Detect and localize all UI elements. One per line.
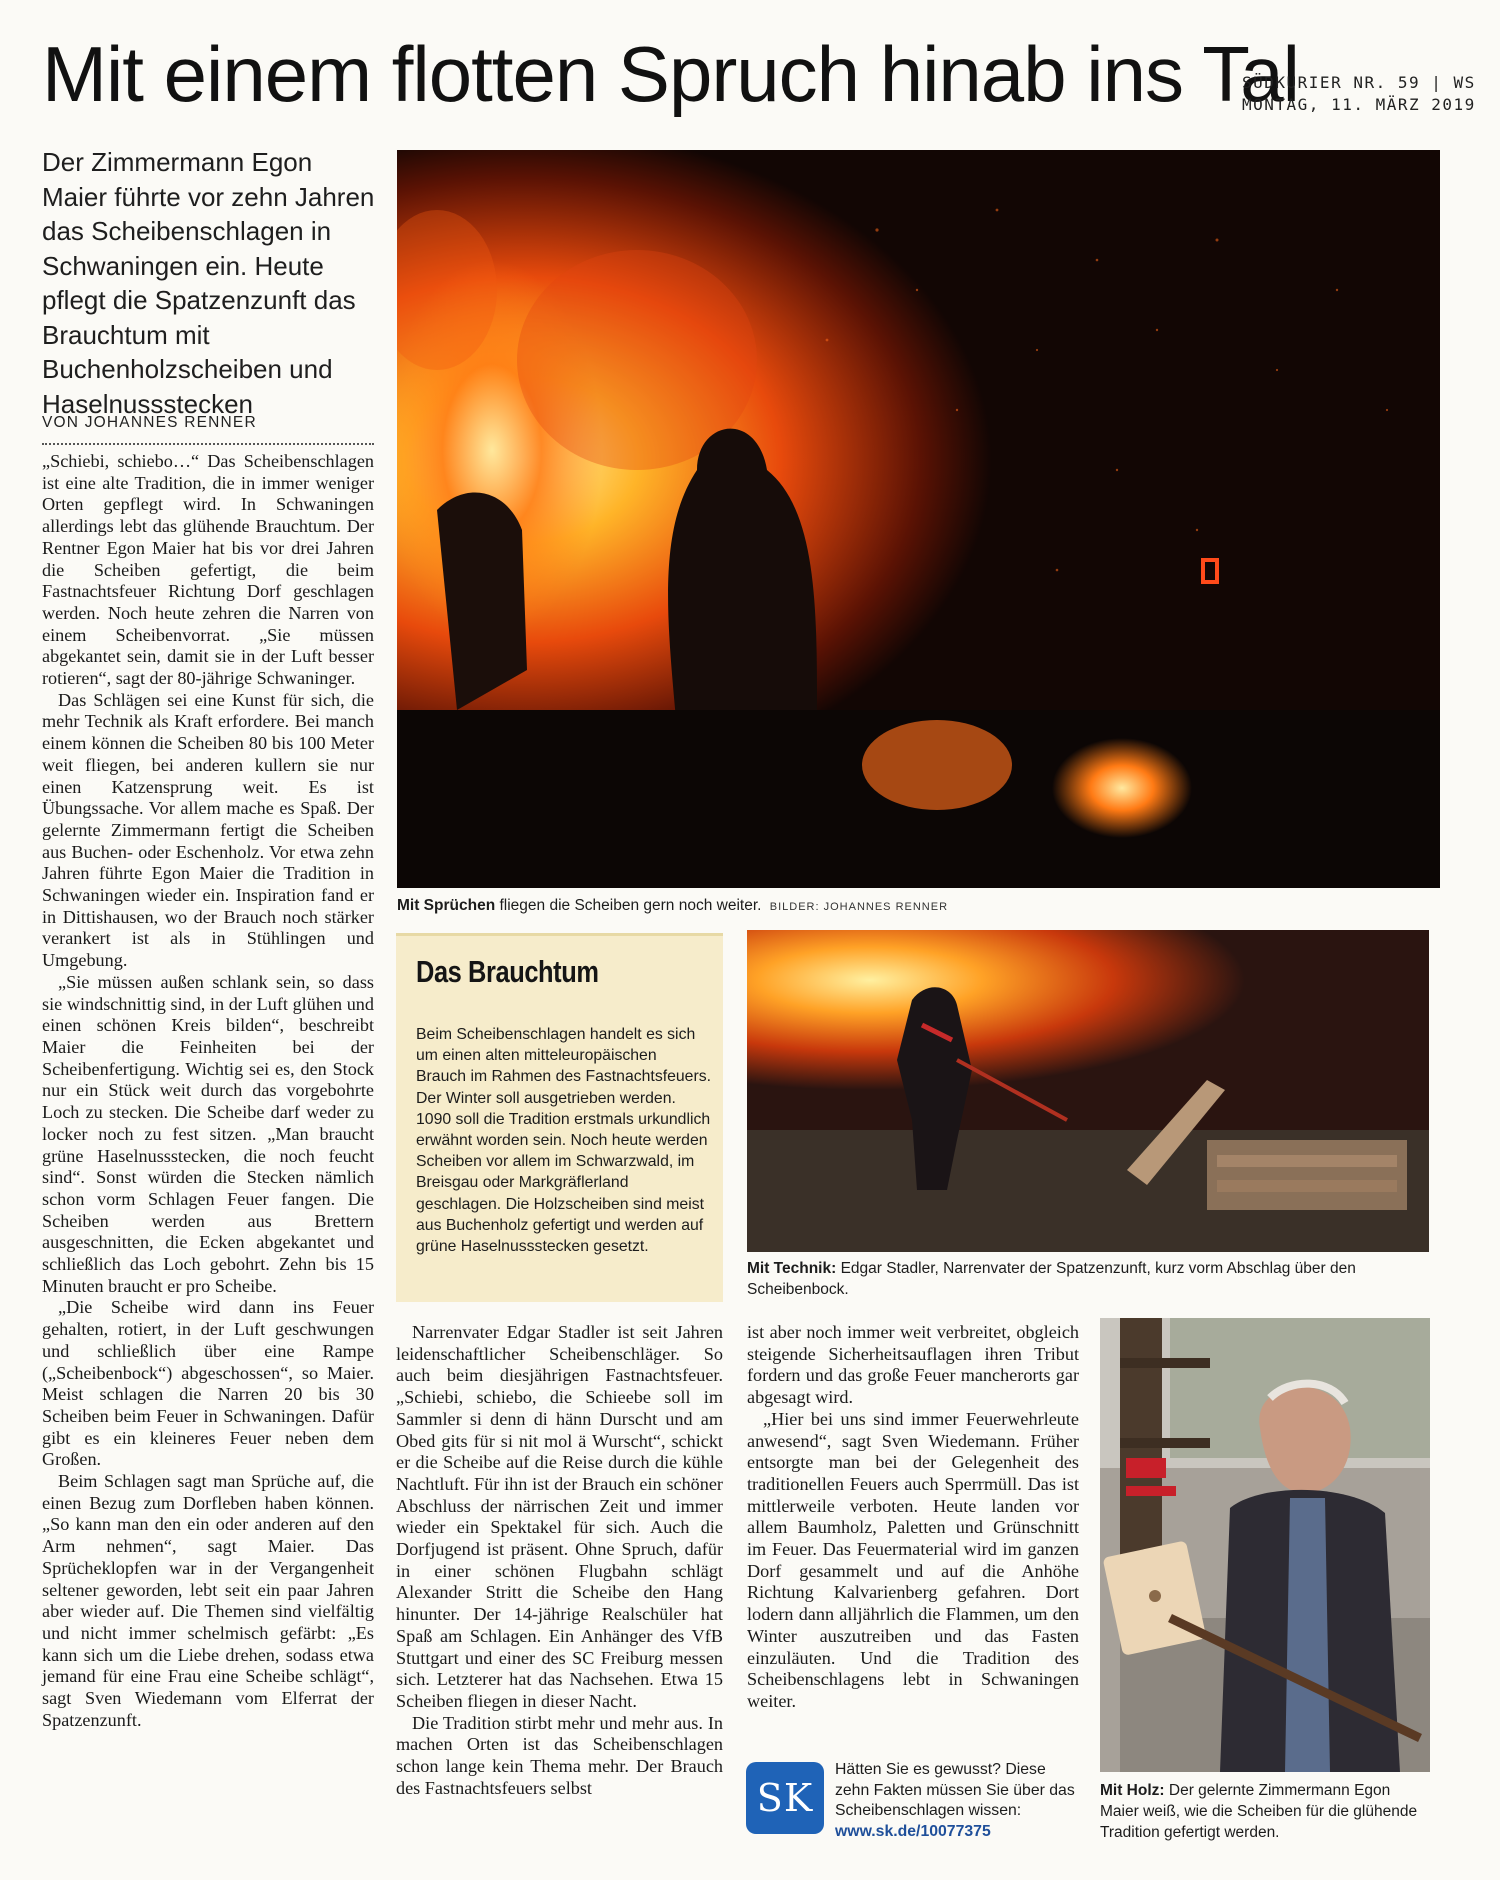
infobox-text: Beim Scheibenschlagen handelt es sich um einen alten mitteleuropäischen Brauch im Rahmen des Fastnachtsfeuers. Der Winter soll ausgetrieben werden. 1090 soll die Tradition erstmals urkundlich erwähnt worden sein. Noch heute werden Scheiben vor allem im Schwarzwald, im Breisgau oder Markgräflerland geschlagen. Die Holzscheiben sind meist aus Buchenholz gefertigt und werden auf grüne Haselnussstecken gesetzt.	[416, 1026, 712, 1256]
paragraph: „Die Scheibe wird dann ins Feuer gehalten, rotiert, in der Luft geschwungen und schließlich über eine Rampe („Scheibenbock“) abgeschossen“, so Maier. Meist schlagen die Narren 20 bis 30 Scheiben beim Feuer in Schwaningen. Dafür gibt es ein kleineres Feuer neben dem Großen.	[42, 1297, 374, 1470]
paragraph: Beim Schlagen sagt man Sprüche auf, die einen Bezug zum Dorfleben haben können. „So kann man den ein oder anderen auf den Arm nehmen“, sagt Maier. Das Sprücheklopfen war in der Vergangenheit seltener geworden, lebt seit ein paar Jahren aber wieder auf. Die Themen sind vielfältig und nicht immer schelmisch gefärbt: „Es kann sich um die Liebe drehen, sodass etwa jemand für eine Frau eine Scheibe schlägt“, sagt Sven Wiedemann vom Elferrat der Spatzenzunft.	[42, 1471, 374, 1730]
lead-paragraph: Der Zimmermann Egon Maier führte vor zehn Jahren das Scheibenschlagen in Schwaningen ein. Heute pflegt die Spatzenzunft das Brauchtum mit Buchenholzscheiben und Haselnussstecken	[42, 147, 375, 419]
caption-holz-text: Der gelernte Zimmermann Egon Maier weiß, wie die Scheiben für die glühende Tradition gefertigt werden.	[1100, 1782, 1418, 1841]
infobox-brauchtum	[396, 933, 723, 1302]
caption-main-text: fliegen die Scheiben gern noch weiter.	[499, 897, 762, 914]
photo-technik	[747, 930, 1429, 1252]
paragraph: Die Tradition stirbt mehr und mehr aus. In machen Orten ist das Scheibenschlagen schon lange kein Thema mehr. Der Brauch des Fastnachtsfeuers selbst	[396, 1712, 723, 1798]
caption-technik-text: Edgar Stadler, Narrenvater der Spatzenzunft, kurz vorm Abschlag über den Scheibenbock.	[747, 1260, 1356, 1298]
sk-promo	[835, 1760, 1075, 1842]
sk-logo: SK	[746, 1762, 824, 1834]
byline: VON JOHANNES RENNER	[42, 414, 257, 431]
paragraph: „Sie müssen außen schlank sein, so dass sie windschnittig sind, in der Luft glühen und einen schönen Kreis bilden“, beschreibt Maier die Feinheiten bei der Scheibenfertigung. Wichtig sei es, den Stock nur ein Stück weit durch das vorgebohrte Loch zu stecken. Die Scheibe darf weder zu locker noch zu fest sitzen. „Man braucht grüne Haselnussstecken, die noch feucht sind“. Sonst würden die Stecken nämlich schon vorm Schlagen Feuer fangen. Die Scheiben werden aus Brettern ausgeschnitten, die Ecken abgekantet und schließlich das Loch gebohrt. Zehn bis 15 Minuten braucht er pro Scheibe.	[42, 971, 374, 1296]
caption-holz-bold: Mit Holz:	[1100, 1782, 1165, 1799]
infobox-title: Das Brauchtum	[416, 954, 599, 989]
paragraph: Narrenvater Edgar Stadler ist seit Jahren leidenschaftlicher Scheibenschläger. So auch beim diesjährigen Fastnachtsfeuer. „Schiebi, schiebo, die Schieebe soll im Sammler si denn di hänn Durscht und am Obed gits für si nit mol ä Wurscht“, schickt er die Scheibe auf die Reise durch die kühle Nachtluft. Für ihn ist der Brauch ein schöner Abschluss der närrischen Zeit und immer wieder ein Spektakel für sich. Auch die Dorfjugend ist präsent. Ohne Spruch, dafür in einer schönen Flugbahn schlägt Alexander Stritt die Scheibe den Hang hinunter. Der 14-jährige Realschüler hat Spaß am Schlagen. Ein Anhänger des VfB Stuttgart und einer des SC Freiburg messen sich. Letzterer hat das Nachsehen. Etwa 15 Scheiben fliegen in dieser Nacht.	[396, 1322, 723, 1711]
photo-holz	[1100, 1318, 1430, 1772]
caption-holz	[1100, 1780, 1430, 1843]
sk-promo-link[interactable]: www.sk.de/10077375	[835, 1822, 991, 1840]
caption-main-bold: Mit Sprüchen	[397, 897, 496, 914]
paragraph: „Hier bei uns sind immer Feuerwehrleute anwesend“, sagt Sven Wiedemann. Früher entsorgte man bei der Gelegenheit des traditionellen Feuers auch Sperrmüll. Das ist mittlerweile verboten. Heute landen vor allem Baumholz, Paletten und Grünschnitt im Feuer. Das Feuermaterial wird im ganzen Dorf gesammelt und auf die Anhöhe Richtung Kalvarienberg gefahren. Dort lodern dann alljährlich die Flammen, um den Winter auszutreiben und das Fasten einzuläuten. Und die Tradition des Scheibenschlagens lebt in Schwaningen weiter.	[747, 1408, 1079, 1711]
paragraph: Das Schlägen sei eine Kunst für sich, die mehr Technik als Kraft erfordere. Bei manch einem können die Scheiben 80 bis 100 Meter weit fliegen, bei anderen kullern sie nur einen Katzensprung weit. Es ist Übungssache. Vor allem mache es Spaß. Der gelernte Zimmermann fertigt die Scheiben aus Buchen- oder Eschenholz. Vor etwa zehn Jahren führte Egon Maier die Tradition in Schwaningen wieder ein. Inspiration fand er in Dittishausen, wo der Brauch noch stärker verankert ist als in Stühlingen und Umgebung.	[42, 689, 374, 971]
caption-technik-bold: Mit Technik:	[747, 1260, 837, 1277]
caption-technik	[747, 1258, 1429, 1300]
photo-main-fire	[397, 150, 1440, 888]
paragraph: ist aber noch immer weit verbreitet, obgleich steigende Sicherheitsauflagen ihren Tribut fordern und das große Feuer mancherorts gar abgesagt wird.	[747, 1322, 1079, 1408]
article-column-3	[747, 1322, 1079, 1713]
headline: Mit einem flotten Spruch hinab ins Tal	[42, 30, 1299, 118]
photo-credit: BILDER: JOHANNES RENNER	[769, 901, 949, 913]
byline-divider	[42, 443, 374, 445]
article-column-1	[42, 451, 374, 1731]
article-column-2	[396, 1322, 723, 1799]
sk-promo-text: Hätten Sie es gewusst? Diese zehn Fakten müssen Sie über das Scheibenschlagen wissen:	[835, 1761, 1075, 1819]
masthead-issue: SÜDKURIER NR. 59 | WS	[1242, 73, 1476, 92]
caption-main	[397, 895, 1440, 918]
paragraph: „Schiebi, schiebo…“ Das Scheibenschlagen ist eine alte Tradition, die in immer weniger Orten gepflegt wird. In Schwaningen allerdings lebt das glühende Brauchtum. Der Rentner Egon Maier hat bis vor drei Jahren die Scheiben gefertigt, die beim Fastnachtsfeuer Richtung Dorf geschlagen werden. Noch heute zehren die Narren von einem Scheibenvorrat. „Sie müssen abgekantet sein, damit sie in der Luft besser rotieren“, sagt der 80-jährige Schwaninger.	[42, 451, 374, 689]
masthead-date: MONTAG, 11. MÄRZ 2019	[1242, 95, 1476, 114]
masthead	[1242, 72, 1492, 116]
